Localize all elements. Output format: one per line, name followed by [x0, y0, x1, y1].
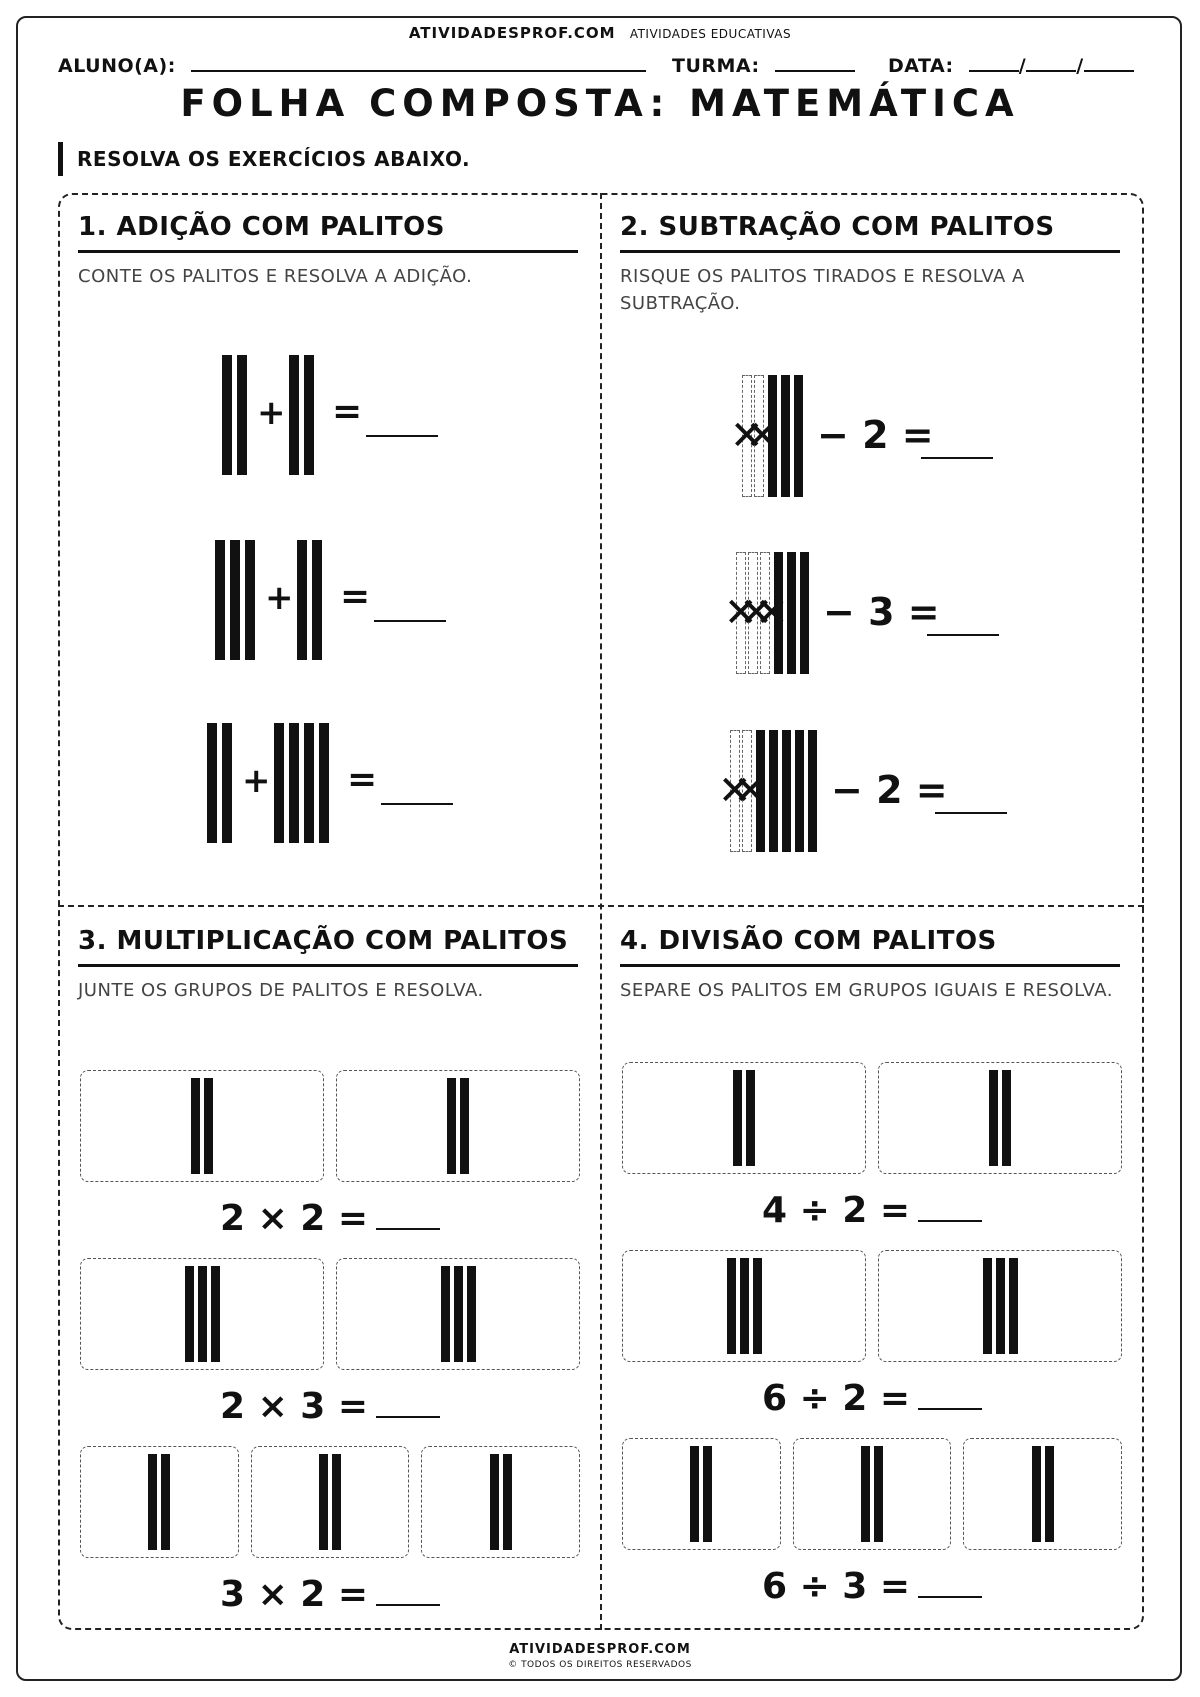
section-multiplication-header	[78, 922, 578, 1004]
answer-blank	[374, 620, 446, 622]
stick	[1009, 1258, 1018, 1354]
stick	[800, 552, 809, 674]
site-header	[0, 24, 1200, 42]
stick	[703, 1446, 712, 1542]
day-blank[interactable]	[969, 52, 1019, 72]
equation-text: 4 ÷ 2 =	[761, 1190, 911, 1231]
stick	[215, 540, 225, 660]
plus-sign: +	[265, 578, 294, 618]
data-label: DATA:	[888, 55, 954, 77]
equation	[80, 1386, 580, 1427]
stick	[191, 1078, 200, 1174]
stick	[454, 1266, 463, 1362]
answer-blank[interactable]	[918, 1566, 982, 1598]
stick	[467, 1266, 476, 1362]
answer-blank	[381, 803, 453, 805]
stick	[274, 723, 284, 843]
subtraction-expression: − 3 =	[823, 590, 940, 634]
stick	[297, 540, 307, 660]
page-title: FOLHA COMPOSTA: MATEMÁTICA	[180, 82, 1020, 125]
stick	[787, 552, 796, 674]
stick	[769, 730, 778, 852]
date-separator: /	[1018, 55, 1027, 77]
stick	[161, 1454, 170, 1550]
stick	[185, 1266, 194, 1362]
turma-blank[interactable]	[775, 52, 855, 72]
equation	[622, 1190, 1122, 1231]
stick	[198, 1266, 207, 1362]
stick	[795, 730, 804, 852]
equation	[622, 1566, 1122, 1607]
equation	[80, 1198, 580, 1239]
stick	[222, 723, 232, 843]
answer-blank[interactable]	[376, 1386, 440, 1418]
stick	[782, 730, 791, 852]
stick	[774, 552, 783, 674]
equation-text: 6 ÷ 2 =	[761, 1378, 911, 1419]
date-field[interactable]	[888, 52, 1134, 77]
stick	[148, 1454, 157, 1550]
stick	[207, 723, 217, 843]
aluno-label: ALUNO(A):	[58, 55, 176, 77]
equation-text: 2 × 3 =	[219, 1386, 369, 1427]
stick	[332, 1454, 341, 1550]
stick	[740, 1258, 749, 1354]
stick	[768, 375, 777, 497]
cross-mark-icon: ✕✕✕	[724, 590, 771, 636]
answer-blank	[927, 634, 999, 636]
footer-site: ATIVIDADESPROF.COM	[509, 1642, 691, 1657]
aluno-blank[interactable]	[191, 52, 646, 72]
stick	[204, 1078, 213, 1174]
stick	[861, 1446, 870, 1542]
equals-sign: =	[340, 576, 371, 617]
cross-mark-icon: ✕✕	[730, 413, 762, 459]
section-description: SEPARE OS PALITOS EM GRUPOS IGUAIS E RESOLVA.	[620, 980, 1114, 1001]
stick	[733, 1070, 742, 1166]
equals-sign: =	[347, 759, 378, 800]
equation	[80, 1574, 580, 1615]
stick-group-box	[622, 1438, 781, 1550]
stick	[441, 1266, 450, 1362]
answer-blank[interactable]	[376, 1574, 440, 1606]
stick	[781, 375, 790, 497]
stick-group-box	[336, 1070, 580, 1182]
stick-group-box	[622, 1062, 866, 1174]
class-field[interactable]	[672, 52, 855, 77]
site-name: ATIVIDADESPROF.COM	[408, 24, 616, 42]
stick	[794, 375, 803, 497]
stick	[304, 723, 314, 843]
stick	[319, 723, 329, 843]
section-title: 2. SUBTRAÇÃO COM PALITOS	[620, 208, 1120, 253]
stick-group-box	[251, 1446, 410, 1558]
stick	[1032, 1446, 1041, 1542]
grid-divider-horizontal	[58, 905, 1144, 907]
section-title: 3. MULTIPLICAÇÃO COM PALITOS	[78, 922, 578, 967]
stick	[983, 1258, 992, 1354]
turma-label: TURMA:	[672, 55, 760, 77]
stick-group-box	[80, 1070, 324, 1182]
stick	[746, 1070, 755, 1166]
stick	[727, 1258, 736, 1354]
stick	[1045, 1446, 1054, 1542]
answer-blank	[935, 812, 1007, 814]
stick	[690, 1446, 699, 1542]
plus-sign: +	[242, 761, 271, 801]
stick	[756, 730, 765, 852]
stick	[245, 540, 255, 660]
stick	[460, 1078, 469, 1174]
stick	[289, 355, 299, 475]
section-description: RISQUE OS PALITOS TIRADOS E RESOLVA A SUBTRAÇÃO.	[620, 266, 1025, 314]
answer-blank[interactable]	[918, 1190, 982, 1222]
footer-rights: © TODOS OS DIREITOS RESERVADOS	[508, 1660, 692, 1670]
student-name-field[interactable]	[58, 52, 646, 77]
stick-group-box	[878, 1062, 1122, 1174]
stick	[808, 730, 817, 852]
stick-group-box	[421, 1446, 580, 1558]
subtraction-expression: − 2 =	[817, 413, 934, 457]
answer-blank[interactable]	[376, 1198, 440, 1230]
stick	[237, 355, 247, 475]
subtraction-expression: − 2 =	[831, 768, 948, 812]
equals-sign: =	[332, 391, 363, 432]
stick	[503, 1454, 512, 1550]
stick	[211, 1266, 220, 1362]
stick-group-box	[793, 1438, 952, 1550]
stick	[874, 1446, 883, 1542]
stick	[753, 1258, 762, 1354]
stick	[1002, 1070, 1011, 1166]
stick	[447, 1078, 456, 1174]
answer-blank[interactable]	[918, 1378, 982, 1410]
site-tagline: ATIVIDADES EDUCATIVAS	[629, 27, 792, 41]
year-blank[interactable]	[1084, 52, 1134, 72]
instruction: RESOLVA OS EXERCÍCIOS ABAIXO.	[58, 142, 470, 176]
section-division-header	[620, 922, 1120, 1004]
stick-group-box	[963, 1438, 1122, 1550]
cross-mark-icon: ✕✕	[718, 768, 750, 814]
section-description: CONTE OS PALITOS E RESOLVA A ADIÇÃO.	[78, 266, 473, 287]
stick	[230, 540, 240, 660]
grid-divider-vertical	[600, 193, 602, 1630]
equation	[622, 1378, 1122, 1419]
stick-group-box	[80, 1446, 239, 1558]
section-title: 1. ADIÇÃO COM PALITOS	[78, 208, 578, 253]
stick	[490, 1454, 499, 1550]
stick	[222, 355, 232, 475]
stick	[989, 1070, 998, 1166]
stick	[319, 1454, 328, 1550]
plus-sign: +	[257, 393, 286, 433]
stick	[289, 723, 299, 843]
equation-text: 2 × 2 =	[219, 1198, 369, 1239]
stick	[312, 540, 322, 660]
section-subtraction-header	[620, 208, 1120, 317]
equation-text: 6 ÷ 3 =	[761, 1566, 911, 1607]
answer-blank	[921, 457, 993, 459]
month-blank[interactable]	[1026, 52, 1076, 72]
section-title: 4. DIVISÃO COM PALITOS	[620, 922, 1120, 967]
date-separator: /	[1076, 55, 1084, 77]
equation-text: 3 × 2 =	[219, 1574, 369, 1615]
answer-blank	[366, 435, 438, 437]
section-description: JUNTE OS GRUPOS DE PALITOS E RESOLVA.	[78, 980, 484, 1001]
section-addition-header	[78, 208, 578, 290]
stick	[304, 355, 314, 475]
stick	[996, 1258, 1005, 1354]
